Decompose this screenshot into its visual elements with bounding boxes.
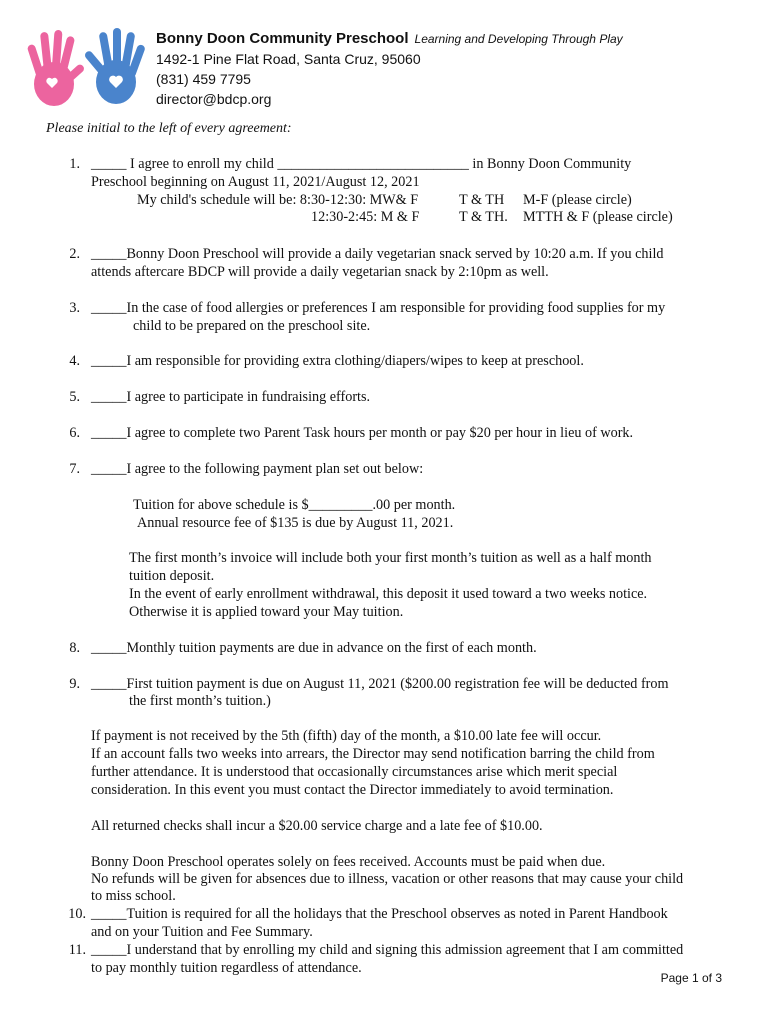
item-number: 10. (68, 906, 86, 922)
schedule-option[interactable]: M-F (please circle) (523, 192, 632, 208)
school-address: 1492-1 Pine Flat Road, Santa Cruz, 95060 (156, 51, 421, 67)
schedule-option[interactable]: T & TH. (459, 209, 508, 225)
item-number: 3. (69, 300, 80, 316)
item-6-line-1: _____I agree to complete two Parent Task hours per month or pay $20 per hour in lieu of work. (91, 425, 634, 441)
fees-line: Bonny Doon Preschool operates solely on fees received. Accounts must be paid when due. (91, 854, 606, 870)
item-9-line-1: _____First tuition payment is due on August 11, 2021 ($200.00 registration fee will be deducted from (91, 676, 669, 692)
schedule-afternoon[interactable]: 12:30-2:45: M & F (311, 209, 420, 225)
deposit-paragraph-line: In the event of early enrollment withdrawal, this deposit it used toward a two weeks notice. (129, 586, 648, 602)
item-10-line-1: _____Tuition is required for all the holidays that the Preschool observes as noted in Parent Handbook (91, 906, 668, 922)
schedule-label: My child's schedule will be: 8:30-12:30: MW& F (137, 192, 419, 208)
deposit-paragraph-line: tuition deposit. (129, 568, 215, 584)
schedule-option[interactable]: MTTH & F (please circle) (523, 209, 673, 225)
item-number: 11. (68, 942, 86, 958)
item-4-line-1: _____I am responsible for providing extra clothing/diapers/wipes to keep at preschool. (91, 353, 584, 369)
deposit-paragraph-line: Otherwise it is applied toward your May tuition. (129, 604, 404, 620)
page-number: Page 1 of 3 (660, 971, 722, 985)
item-11-line-2: to pay monthly tuition regardless of attendance. (91, 960, 362, 976)
returned-checks-line: All returned checks shall incur a $20.00 service charge and a late fee of $10.00. (91, 818, 543, 834)
handprints-logo (22, 22, 148, 114)
deposit-paragraph-line: The first month’s invoice will include both your first month’s tuition as well as a half month (129, 550, 652, 566)
fees-line: to miss school. (91, 888, 176, 904)
item-7-line-1: _____I agree to the following payment plan set out below: (91, 461, 424, 477)
item-1-line-2: Preschool beginning on August 11, 2021/August 12, 2021 (91, 174, 420, 190)
item-11-line-1: _____I understand that by enrolling my child and signing this admission agreement that I am committed (91, 942, 684, 958)
item-number: 6. (69, 425, 80, 441)
item-number: 4. (69, 353, 80, 369)
item-9-line-2: the first month’s tuition.) (129, 693, 271, 709)
late-fee-line: If payment is not received by the 5th (fifth) day of the month, a $10.00 late fee will occur. (91, 728, 602, 744)
item-10-line-2: and on your Tuition and Fee Summary. (91, 924, 313, 940)
item-5-line-1: _____I agree to participate in fundraising efforts. (91, 389, 371, 405)
item-2-line-2: attends aftercare BDCP will provide a daily vegetarian snack by 2:10pm as well. (91, 264, 549, 280)
pink-handprint-icon (27, 30, 86, 106)
item-8-line-1: _____Monthly tuition payments are due in advance on the first of each month. (91, 640, 537, 656)
instructions: Please initial to the left of every agreement: (46, 121, 292, 136)
item-1-line-1: _____ I agree to enroll my child ___________________________ in Bonny Doon Community (91, 156, 632, 172)
blue-handprint-icon (83, 28, 146, 104)
schedule-option[interactable]: T & TH (459, 192, 505, 208)
item-number: 1. (69, 156, 80, 172)
school-email[interactable]: director@bdcp.org (156, 91, 272, 107)
item-3-line-1: _____In the case of food allergies or preferences I am responsible for providing food supplies for my (91, 300, 666, 316)
school-name: Bonny Doon Community Preschool (156, 30, 409, 47)
late-fee-line: consideration. In this event you must contact the Director immediately to avoid termination. (91, 782, 614, 798)
late-fee-line: If an account falls two weeks into arrears, the Director may send notification barring the child from (91, 746, 655, 762)
item-2-line-1: _____Bonny Doon Preschool will provide a daily vegetarian snack served by 10:20 a.m. If you child (91, 246, 664, 262)
item-number: 2. (69, 246, 80, 262)
item-number: 5. (69, 389, 80, 405)
item-number: 8. (69, 640, 80, 656)
school-tagline: Learning and Developing Through Play (414, 32, 623, 46)
school-phone: (831) 459 7795 (156, 71, 251, 87)
fees-line: No refunds will be given for absences due to illness, vacation or other reasons that may cause your child (91, 871, 684, 887)
letterhead (156, 28, 623, 109)
item-number: 9. (69, 676, 80, 692)
late-fee-line: further attendance. It is understood that occasionally circumstances arise which merit special (91, 764, 618, 780)
tuition-line: Tuition for above schedule is $_________.00 per month. (133, 497, 456, 513)
resource-fee-line: Annual resource fee of $135 is due by August 11, 2021. (137, 515, 454, 531)
item-number: 7. (69, 461, 80, 477)
item-3-line-2: child to be prepared on the preschool site. (133, 318, 371, 334)
